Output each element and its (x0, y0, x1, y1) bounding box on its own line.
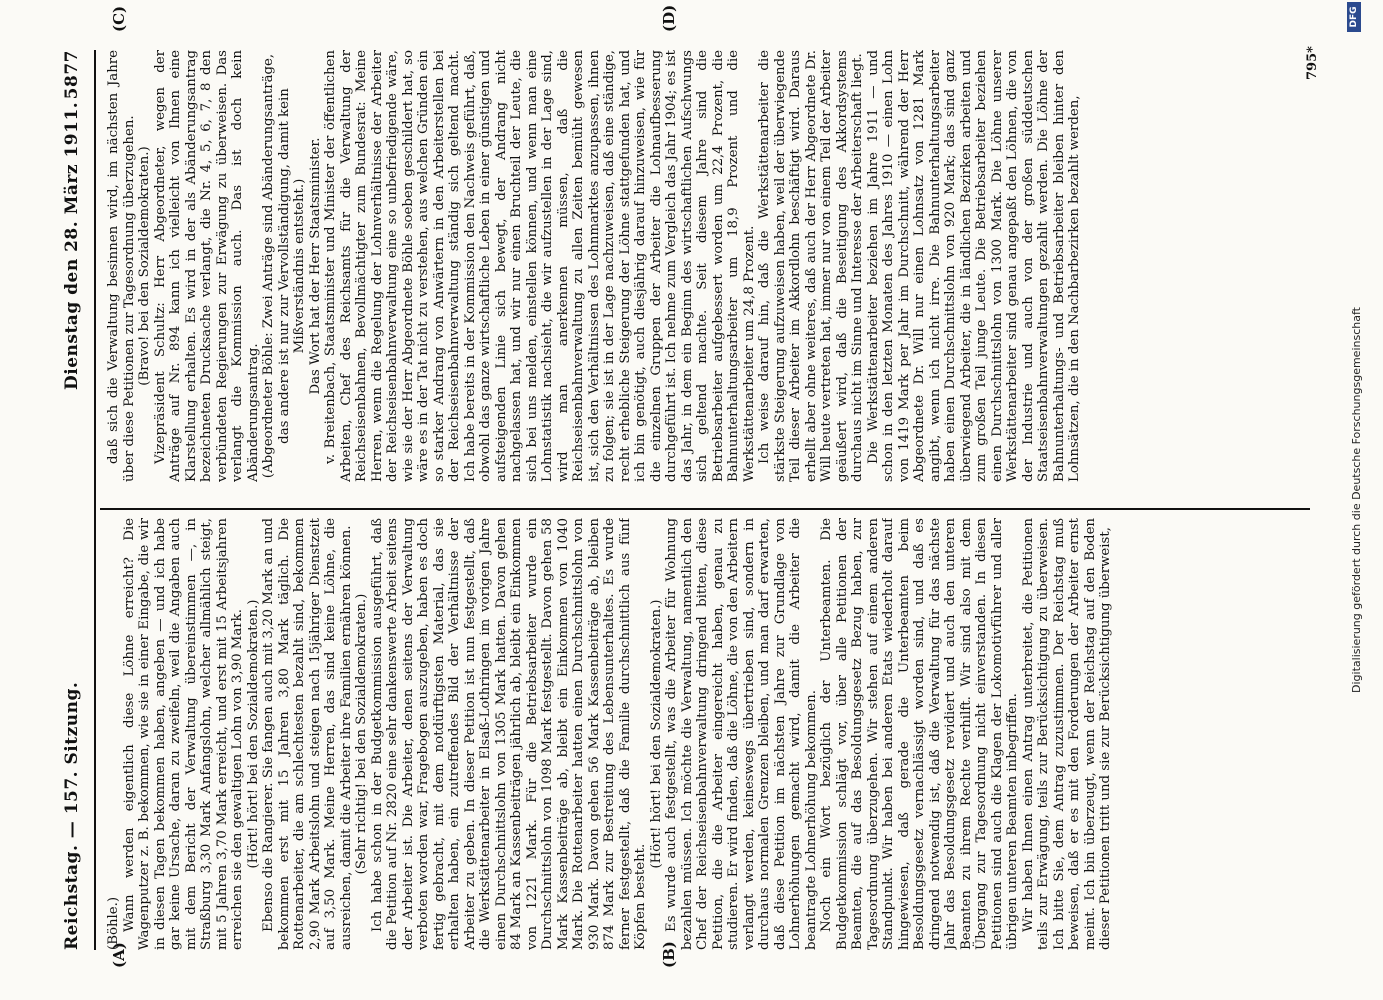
paragraph: Vizepräsident Schultz: Herr Abgeordneter, wegen der Anträge auf Nr. 894 kann ich vielleicht von Ihnen eine Klarstellung erhalten. Es wird in der als Abänderungsantrag bezeichneten Drucksache verlangt, die Nr. 4, 5, 6, 7, 8 den verbündeten Regierungen zur Erwägung zu überweisen. Das verlangt die Kommission auch. Das ist doch kein Abänderungsantrag. (152, 50, 261, 482)
paragraph: Ich habe schon in der Budgetkommission ausgeführt, daß die Petition auf Nr. 2820 eine sehr dankenswerte Arbeit seitens der Arbeiter ist. Die Arbeiter, denen seitens der Verwaltung verboten worden war, Fragebogen auszugeben, haben es doch fertig gebracht, mit dem notdürftigsten Material, das sie erhalten haben, ein zutreffendes Bild der Verhältnisse der Arbeiter zu geben. In dieser Petition ist nun festgestellt, daß die Werkstättenarbeiter in Elsaß-Lothringen im vorigen Jahre einen Durchschnittslohn von 1305 Mark hatten. Davon gehen 84 Mark an Kassenbeiträgen jährlich ab, bleibt ein Einkommen von 1221 Mark. Für die Betriebsarbeiter wurde ein Durchschnittslohn von 1098 Mark festgestellt. Davon gehen 58 Mark Kassenbeiträge ab, bleibt ein Einkommen von 1040 Mark. Die Rottenarbeiter hatten einen Durchschnittslohn von 930 Mark. Davon gehen 56 Mark Kassenbeiträge ab, bleiben 874 Mark zur Bestreitung des Lebensunterhaltes. Es wurde ferner festgestellt, daß die Familie durchschnittlich aus fünf Köpfen besteht. (369, 518, 648, 950)
page-header (62, 50, 92, 950)
column-rule (100, 508, 1310, 510)
dfg-logo: DFG (1347, 2, 1361, 32)
header-left-title: Reichstag. — 157. Sitzung. (62, 681, 82, 950)
paragraph: Wir haben Ihnen einen Antrag unterbreitet, die Petitionen teils zur Erwägung, teils zur Berücksichtigung zu überweisen. Ich bitte Sie, dem Antrag zuzustimmen. Der Reichstag muß beweisen, daß er es mit den Forderungen der Arbeiter ernst meint. Ich bin überzeugt, wenn der Reichstag auf den Boden dieser Petitionen tritt und sie zur Berücksichtigung überweist, (1020, 518, 1113, 950)
header-rule (94, 50, 96, 950)
speaker-tag: (Böhle.) (106, 896, 121, 950)
right-column (106, 50, 1301, 482)
paragraph: Ebenso die Rangierer. Sie fangen auch mit 3,20 Mark an und bekommen erst mit 15 Jahren 3,80 Mark täglich. Die Rottenarbeiter, die am schlechtesten bezahlt sind, bekommen 2,90 Mark Arbeitslohn und steigen nach 15jähriger Dienstzeit auf 3,50 Mark. Meine Herren, das sind keine Löhne, die ausreichen, damit die Arbeiter ihre Familien ernähren können. (261, 518, 354, 950)
left-column (106, 518, 1301, 950)
paragraph: daß sich die Verwaltung besinnen wird, im nächsten Jahre über diese Petitionen zur Tagesordnung überzugehen. (106, 50, 137, 482)
margin-marker-d: (D) (660, 4, 678, 32)
page-number: 5877 (62, 50, 82, 100)
margin-marker-c: (C) (110, 5, 128, 32)
paragraph: Wann werden eigentlich diese Löhne erreicht? Die Wagenputzer z. B. bekommen, wie sie in einer Eingabe, die wir in diesen Tagen bekommen haben, angeben — und ich habe gar keine Ursache, daran zu zweifeln, weil die Angaben auch mit dem Bericht der Verwaltung übereinstimmen —, in Straßburg 3,30 Mark Anfangslohn, welcher allmählich steigt, mit 5 Jahren 3,70 Mark erreicht, und erst mit 15 Arbeitsjahren erreichen sie den gewaltigen Lohn von 3,90 Mark. (121, 518, 245, 950)
interjection: (Abgeordneter Böhle: Zwei Anträge sind Abänderungsanträge, das andere ist nur zur Vervollständigung, damit kein Mißverständnis entsteht.) (261, 53, 307, 479)
signature-mark: 795* (1305, 46, 1320, 80)
paragraph: Es wurde auch festgestellt, was die Arbeiter für Wohnung bezahlen müssen. Ich möchte die Verwaltung, namentlich den Chef der Reichseisenbahnverwaltung dringend bitten, diese Petition, die die Arbeiter eingereicht haben, genau zu studieren. Er wird finden, daß die Löhne, die von den Arbeitern verlangt werden, keineswegs übertrieben sind, sondern in durchaus normalen Grenzen bleiben, und man darf erwarten, daß diese Petition im nächsten Jahre zur Grundlage von Lohnerhöhungen gemacht wird, damit die Arbeiter die beantragte Lohnerhöhung bekommen. (664, 518, 819, 950)
header-date: Dienstag den 28. März 1911. (62, 101, 82, 390)
interjection: (Bravo! bei den Sozialdemokraten.) (137, 146, 152, 386)
interjection: (Hört! hört! bei den Sozialdemokraten.) (648, 599, 664, 869)
interjection: (Hört! hört! bei den Sozialdemokraten.) (245, 599, 261, 869)
paragraph: Ich weise darauf hin, daß die Werkstättenarbeiter die stärkste Steigerung aufzuweisen haben, weil der überwiegende Teil dieser Arbeiter im Akkordlohn beschäftigt wird. Daraus erhellt aber ohne weiteres, daß auch der Herr Abgeordnete Dr. Will heute vertreten hat, immer nur von einem Teil der Arbeiter geäußert wird, daß die Beseitigung des Akkordsystems durchaus nicht im Sinne und Interesse der Arbeiterschaft liegt. (757, 50, 865, 482)
paragraph: v. Breitenbach, Staatsminister und Minister der öffentlichen Arbeiten, Chef des Reichsamts für die Verwaltung der Reichseisenbahnen, Bevollmächtigter zum Bundesrat: Meine Herren, wenn die Regelung der Lohnverhältnisse der Arbeiter der Reichseisenbahnverwaltung eine so unbefriedigende wäre, wie sie der Herr Abgeordnete Böhle soeben geschildert hat, so wäre es in der Tat nicht zu verstehen, aus welchen Gründen ein so starker Andrang von Anwärtern in den Arbeiterstellen bei der Reichseisenbahnverwaltung ständig sich geltend macht. Ich habe bereits in der Kommission den Nachweis geführt, daß, obwohl das ganze wirtschaftliche Leben in einer günstigen und aufsteigenden Linie sich bewegt, der Andrang nicht nachgelassen hat, und wir nur einen Bruchteil der Leute, die sich bei uns melden, einstellen können, und wenn man eine Lohnstatistik nachsieht, die wir aufzustellen in der Lage sind, wird man anerkennen müssen, daß die Reichseisenbahnverwaltung zu allen Zeiten bemüht gewesen ist, sich den Verhältnissen des Lohnmarktes anzupassen, ihnen zu folgen; sie ist in der Lage nachzuweisen, daß eine ständige, recht erhebliche Steigerung der Löhne stattgefunden hat, und ich bin genötigt, auch diesjährig darauf hinzuweisen, wie für die einzelnen Gruppen der Arbeiter die Lohnaufbesserung durchgeführt ist. Ich nehme zum Vergleich das Jahr 1904; es ist das Jahr, in dem ein Beginn des wirtschaftlichen Aufschwungs sich geltend machte. Seit diesem Jahre sind die Betriebsarbeiter aufgebessert worden um 22,4 Prozent, die Bahnunterhaltungsarbeiter um 18,9 Prozent und die Werkstättenarbeiter um 24,8 Prozent. (323, 50, 757, 482)
margin-marker-b: (B) (660, 941, 678, 968)
floor-given: Das Wort hat der Herr Staatsminister. (307, 137, 323, 395)
digitization-note: Digitalisierung gefördert durch die Deutsche Forschungsgemeinschaft (1350, 307, 1363, 693)
paragraph: Noch ein Wort bezüglich der Unterbeamten. Die Budgetkommission schlägt vor, über alle Petitionen der Beamten, die auf das Besoldungsgesetz Bezug haben, zur Tagesordnung überzugehen. Wir stehen auf einem anderen Standpunkt. Wir haben bei anderen Etats wiederholt darauf hingewiesen, daß gerade die Unterbeamten beim Besoldungsgesetz vernachlässigt worden sind, und daß es dringend notwendig ist, daß die Verwaltung für das nächste Jahr das Besoldungsgesetz revidiert und auch den unteren Beamten zu ihrem Rechte verhilft. Wir sind also mit dem Übergang zur Tagesordnung nicht einverstanden. In diesen Petitionen sind auch die Klagen der Lokomotivführer und aller übrigen unteren Beamten inbegriffen. (819, 518, 1020, 950)
interjection: (Sehr richtig! bei den Sozialdemokraten.) (354, 593, 369, 875)
margin-marker-a: (A) (110, 942, 128, 968)
paragraph: Die Werkstättenarbeiter beziehen im Jahre 1911 — und schon in den letzten Monaten des Jahres 1910 — einen Lohn von 1419 Mark per Jahr im Durchschnitt, während der Herr Abgeordnete Dr. Will nur einen Lohnsatz von 1281 Mark angibt, wenn ich nicht irre. Die Bahnunterhaltungsarbeiter haben einen Durchschnittslohn von 920 Mark; das sind ganz überwiegend Arbeiter, die in ländlichen Bezirken arbeiten und zum großen Teil junge Leute. Die Betriebsarbeiter beziehen einen Durchschnittslohn von 1300 Mark. Die Löhne unserer Werkstättenarbeiter sind genau angepaßt den Löhnen, die von der Industrie und auch von der großen süddeutschen Staatseisenbahnverwaltungen gezahlt werden. Die Löhne der Bahnunterhaltungs- und Betriebsarbeiter bleiben hinter den Lohnsätzen, die in den Nachbarbezirken bezahlt werden, (865, 50, 1082, 482)
